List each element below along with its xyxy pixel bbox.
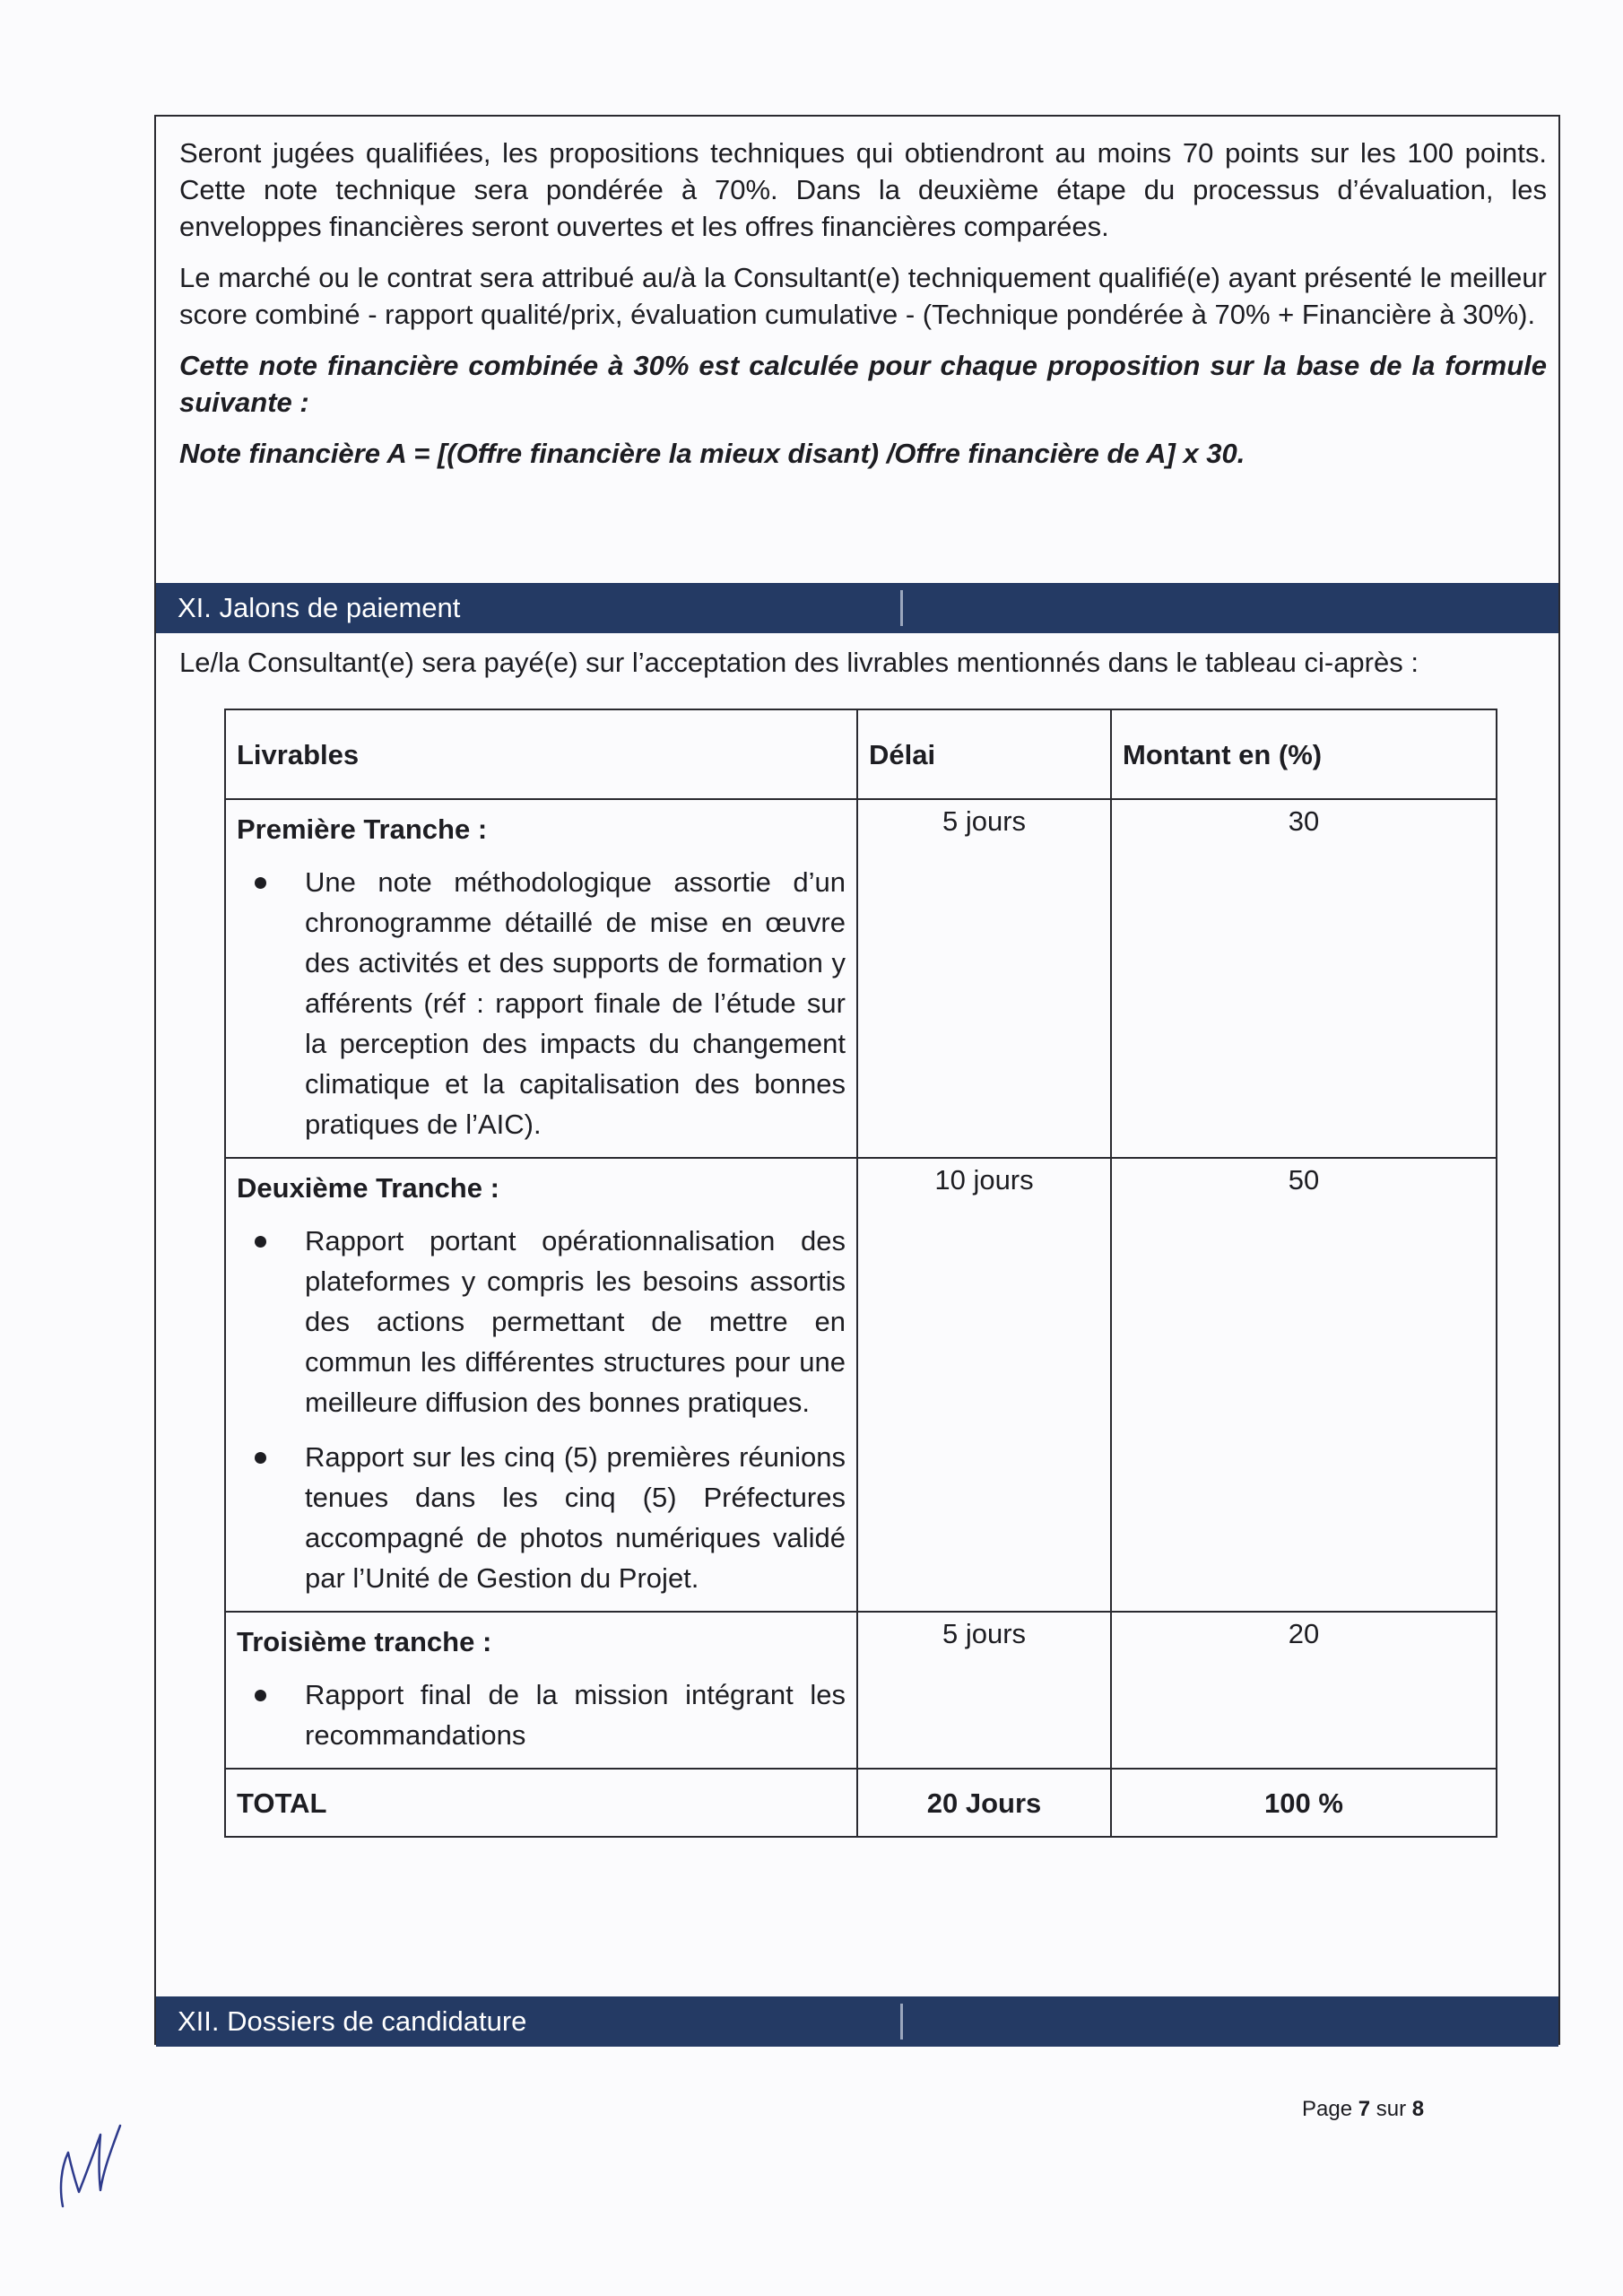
livrables-cell — [225, 799, 857, 1158]
formula: Note financière A = [(Offre financière la mieux disant) /Offre financière de A] x 30. — [179, 438, 1245, 469]
current-page: 7 — [1358, 2097, 1371, 2121]
banner-divider — [900, 590, 903, 626]
montant-cell: 30 — [1111, 799, 1497, 1158]
table-row — [225, 799, 1497, 1158]
section-title-dossiers: XII. Dossiers de candidature — [178, 2005, 527, 2037]
intro-paragraph-3: Cette note financière combinée à 30% est calculée pour chaque proposition sur la base de la formule suivante : — [179, 350, 1547, 418]
list-item: Rapport sur les cinq (5) premières réunions tenues dans les cinq (5) Préfectures accompagné de photos numériques validé par l’Unité de Gestion du Projet. — [305, 1437, 846, 1598]
signature-icon — [47, 2118, 127, 2222]
intro-paragraph-2: Le marché ou le contrat sera attribué au/à la Consultant(e) techniquement qualifié(e) ayant présenté le meilleur score combiné - rapport qualité/prix, évaluation cumulative - (Technique pondérée à 70% + Financière à 30%). — [179, 262, 1547, 330]
header-livrables: Livrables — [225, 709, 857, 799]
tranche-title: Première Tranche : — [237, 813, 488, 845]
header-montant: Montant en (%) — [1111, 709, 1497, 799]
total-delai: 20 Jours — [857, 1769, 1111, 1837]
delai-cell: 5 jours — [857, 1612, 1111, 1769]
jalons-intro: Le/la Consultant(e) sera payé(e) sur l’acceptation des livrables mentionnés dans le tableau ci-après : — [179, 647, 1419, 678]
total-pages: 8 — [1411, 2097, 1425, 2121]
tranche-title: Deuxième Tranche : — [237, 1172, 499, 1204]
delai-cell: 5 jours — [857, 799, 1111, 1158]
banner-divider — [900, 2004, 903, 2039]
header-delai: Délai — [857, 709, 1111, 799]
total-row — [225, 1769, 1497, 1837]
payment-table — [224, 709, 1497, 1838]
page-number: Page 7 sur 8 — [1302, 2097, 1425, 2121]
tranche-title: Troisième tranche : — [237, 1626, 492, 1657]
intro-paragraph-1: Seront jugées qualifiées, les propositions techniques qui obtiendront au moins 70 points sur les 100 points. Cette note technique sera pondérée à 70%. Dans la deuxième étape du processus d’évaluation, les enveloppes financières seront ouvertes et les offres financières comparées. — [179, 137, 1547, 242]
section-banner-jalons — [156, 583, 1558, 633]
livrables-cell — [225, 1612, 857, 1769]
montant-cell: 50 — [1111, 1158, 1497, 1612]
table-row — [225, 1612, 1497, 1769]
list-item: Rapport final de la mission intégrant les recommandations — [305, 1674, 846, 1755]
bullet-list — [237, 862, 846, 1144]
list-item: Rapport portant opérationnalisation des plateformes y compris les besoins assortis des actions permettant de mettre en commun les différentes structures pour une meilleure diffusion des bonnes pratiques. — [305, 1221, 846, 1422]
total-label: TOTAL — [225, 1769, 857, 1837]
total-montant: 100 % — [1111, 1769, 1497, 1837]
section-banner-dossiers — [156, 1996, 1558, 2047]
table-row — [225, 1158, 1497, 1612]
section-title-jalons: XI. Jalons de paiement — [178, 592, 461, 623]
table-header-row — [225, 709, 1497, 799]
montant-cell: 20 — [1111, 1612, 1497, 1769]
bullet-list — [237, 1674, 846, 1755]
bullet-list — [237, 1221, 846, 1598]
delai-cell: 10 jours — [857, 1158, 1111, 1612]
list-item: Une note méthodologique assortie d’un chronogramme détaillé de mise en œuvre des activités et des supports de formation y afférents (réf : rapport finale de l’étude sur la perception des impacts du changement climatique et la capitalisation des bonnes pratiques de l’AIC). — [305, 862, 846, 1144]
evaluation-text — [179, 135, 1547, 486]
livrables-cell — [225, 1158, 857, 1612]
